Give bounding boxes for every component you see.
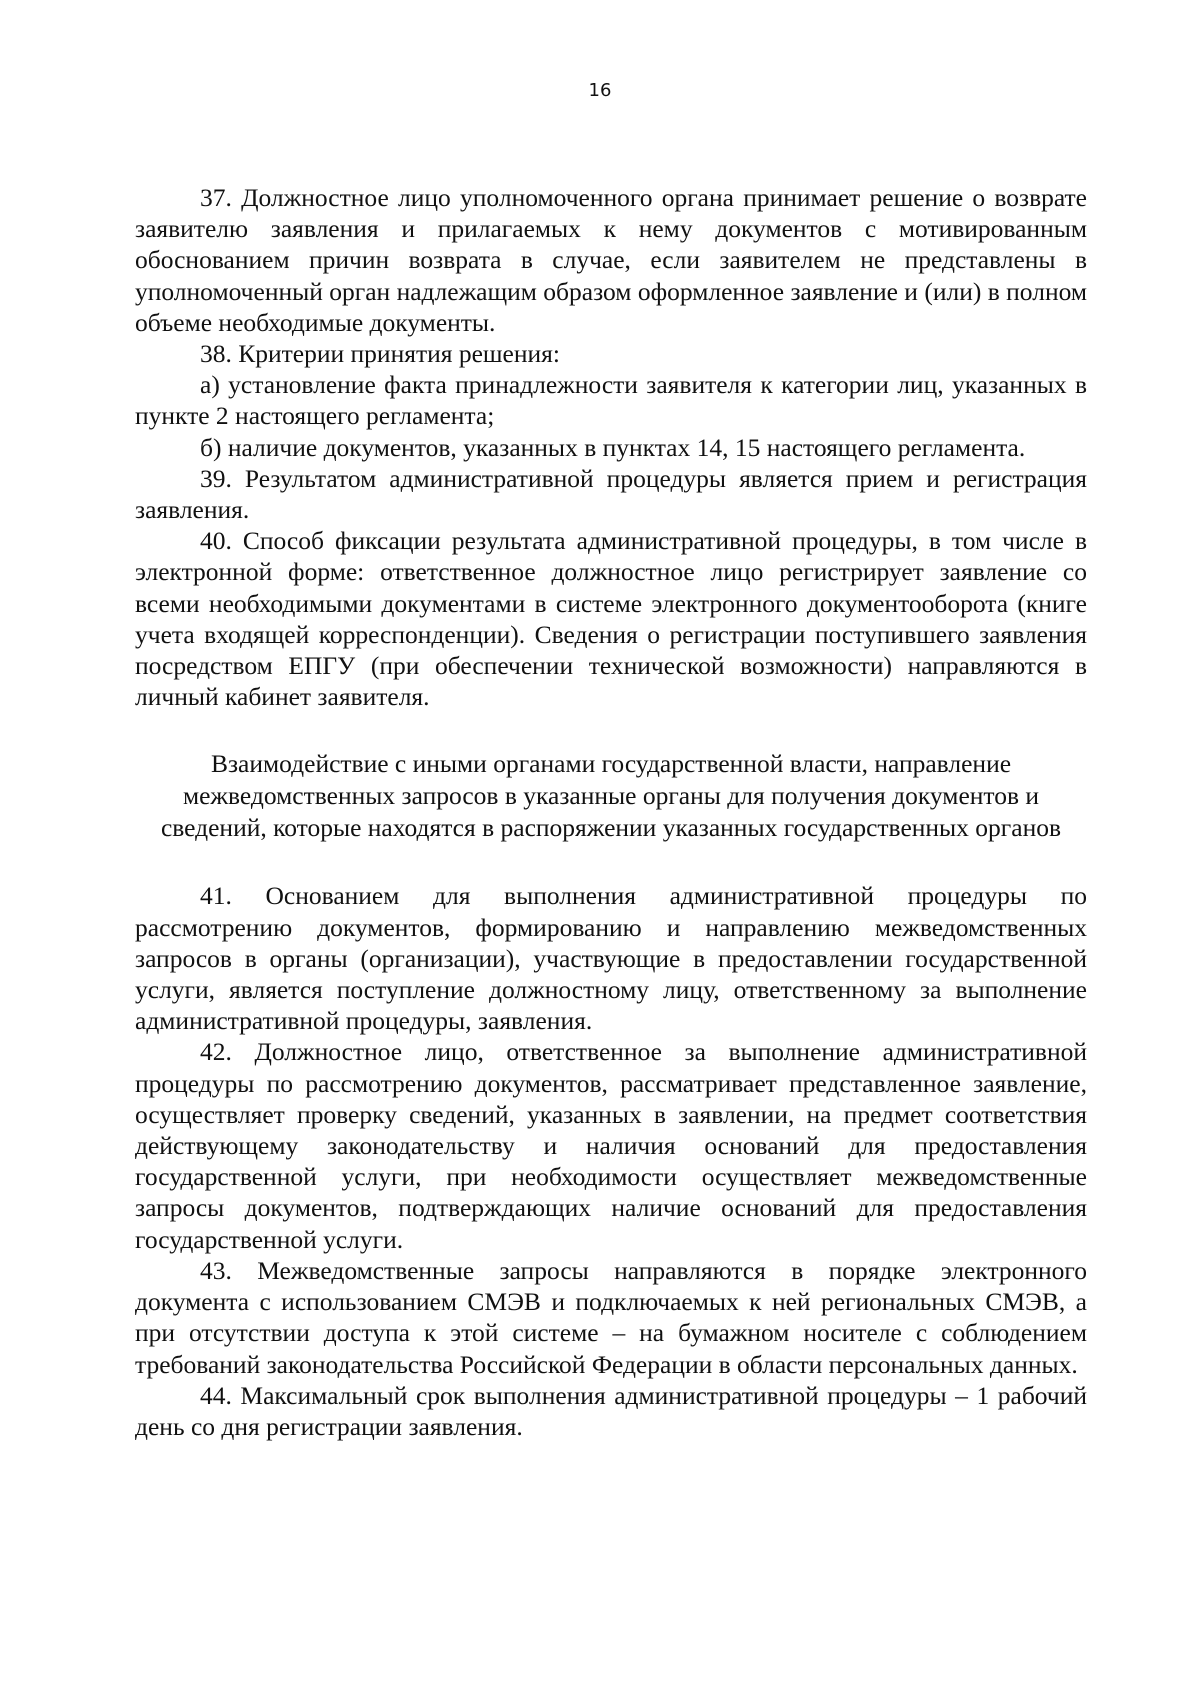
paragraph-38-b: б) наличие документов, указанных в пунктах 14, 15 настоящего регламента. [200, 432, 1026, 462]
paragraph-40: 40. Способ фиксации результата административной процедуры, в том числе в электронной форме: ответственное должностное лицо регистрирует заявление со всеми необходимыми документами в системе электронного документооборота (книге учета входящей корреспонденции). Сведения о регистрации поступившего заявления посредством ЕПГУ (при обеспечении технической возможности) направляются в личный кабинет заявителя. [135, 526, 1087, 712]
document-body [135, 182, 1087, 1442]
paragraph-42: 42. Должностное лицо, ответственное за выполнение административной процедуры по рассмотрению документов, рассматривает представленное заявление, осуществляет проверку сведений, указанных в заявлении, на предмет соответствия действующему законодательству и наличия оснований для предоставления государственной услуги, при необходимости осуществляет межведомственные запросы документов, подтверждающих наличие оснований для предоставления государственной услуги. [135, 1037, 1087, 1254]
paragraph-38: 38. Критерии принятия решения: [200, 339, 560, 369]
paragraph-41: 41. Основанием для выполнения административной процедуры по рассмотрению документов, формированию и направлению межведомственных запросов в органы (организации), участвующие в предоставлении государственной услуги, является поступление должностному лицу, ответственному за выполнение административной процедуры, заявления. [135, 881, 1087, 1036]
paragraph-38-a: а) установление факта принадлежности заявителя к категории лиц, указанных в пункте 2 настоящего регламента; [135, 370, 1087, 431]
paragraph-44: 44. Максимальный срок выполнения административной процедуры – 1 рабочий день со дня регистрации заявления. [135, 1380, 1087, 1441]
paragraph-37: 37. Должностное лицо уполномоченного органа принимает решение о возврате заявителю заявления и прилагаемых к нему документов с мотивированным обоснованием причин возврата в случае, если заявителем не представлены в уполномоченный орган надлежащим образом оформленное заявление и (или) в полном объеме необходимые документы. [135, 183, 1087, 337]
page-number: 16 [588, 80, 612, 101]
section-heading: Взаимодействие с иными органами государственной власти, направление межведомственных запросов в указанные органы для получения документов и сведений, которые находятся в распоряжении указанных государственных органов [160, 749, 1062, 843]
paragraph-43: 43. Межведомственные запросы направляются в порядке электронного документа с использованием СМЭВ и подключаемых к ней региональных СМЭВ, а при отсутствии доступа к этой системе – на бумажном носителе с соблюдением требований законодательства Российской Федерации в области персональных данных. [135, 1255, 1087, 1379]
paragraph-39: 39. Результатом административной процедуры является прием и регистрация заявления. [135, 463, 1087, 525]
